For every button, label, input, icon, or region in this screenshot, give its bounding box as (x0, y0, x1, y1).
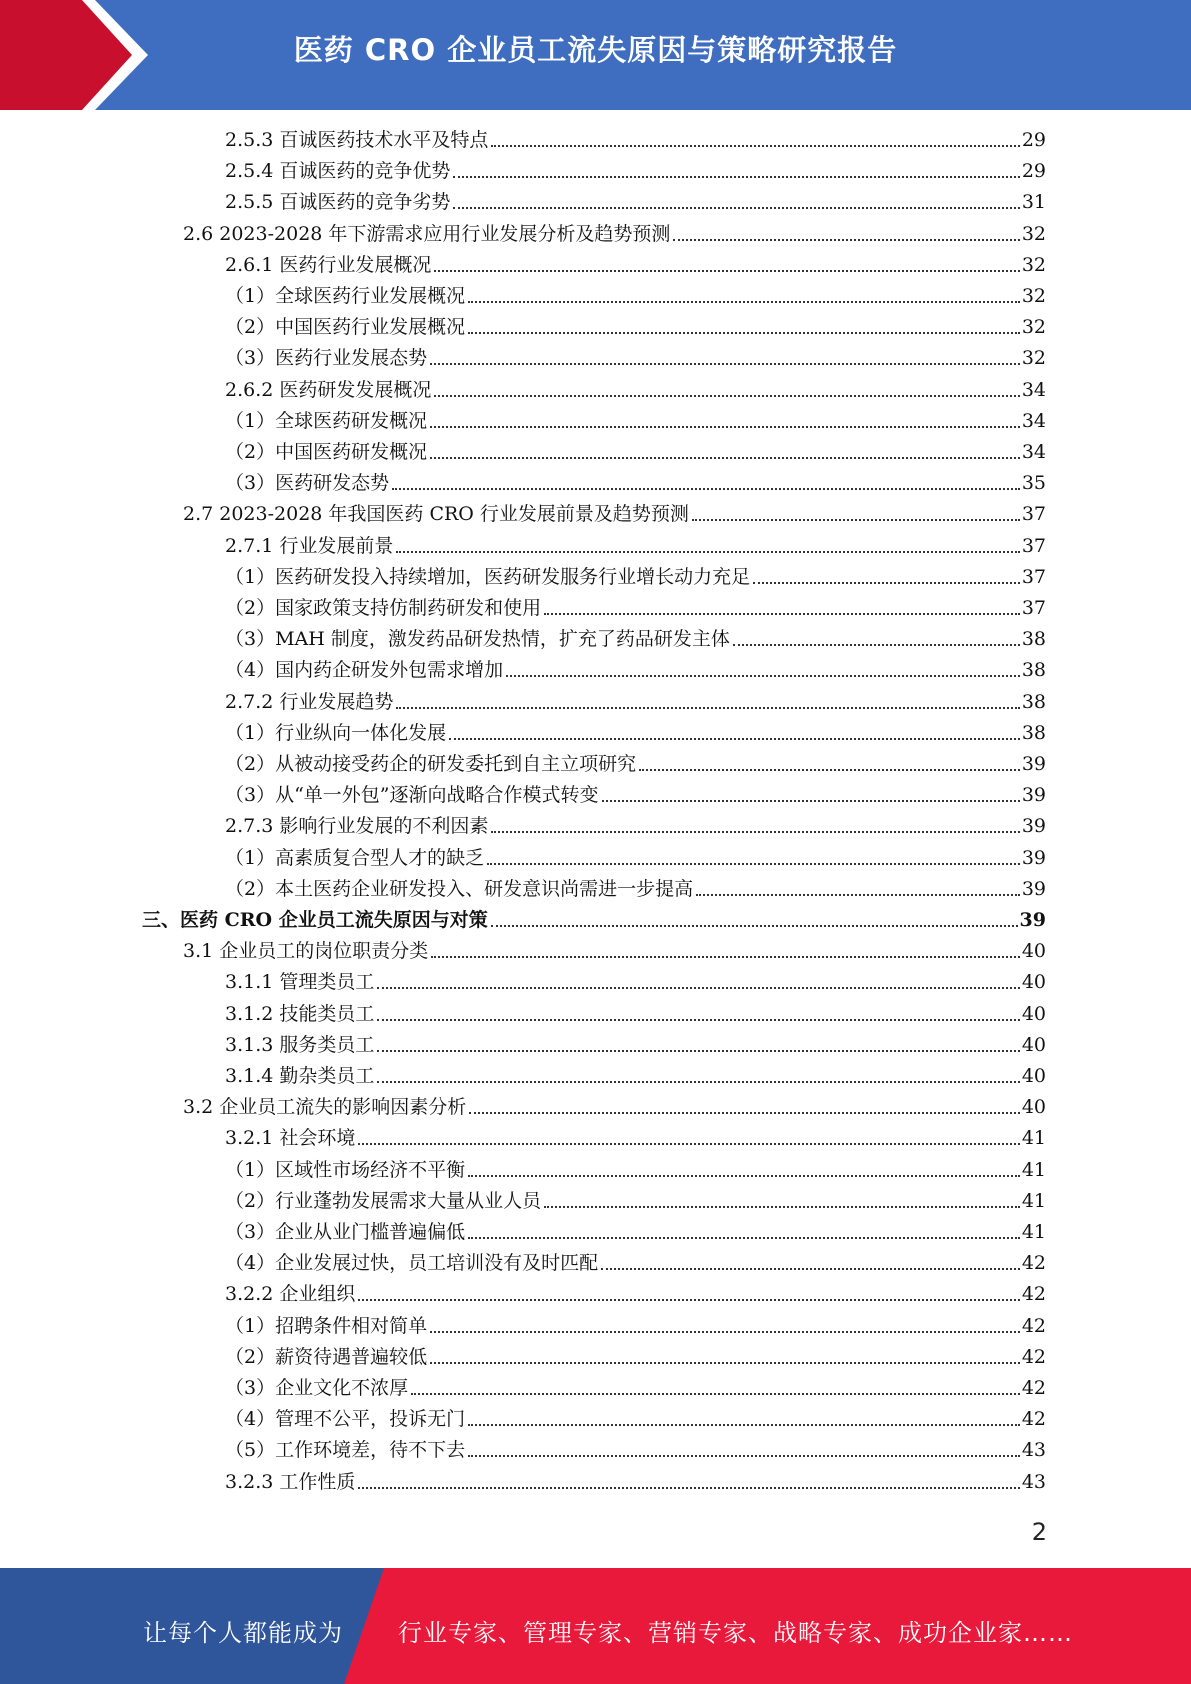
toc-entry[interactable] (225, 376, 1046, 404)
toc-entry[interactable] (225, 1280, 1046, 1308)
toc-entry-page: 34 (1021, 378, 1046, 401)
toc-entry-page: 42 (1021, 1345, 1046, 1368)
toc-entry-page: 32 (1021, 253, 1046, 276)
toc-dot-leader (468, 1175, 1020, 1177)
toc-dot-leader (468, 1237, 1020, 1239)
toc-entry-title: （2）中国医药研发概况 (225, 441, 428, 463)
toc-entry-title: 3.2.3 工作性质 (225, 1470, 356, 1493)
toc-entry-page: 39 (1021, 753, 1046, 775)
toc-entry-title: （2）薪资待遇普遍较低 (225, 1345, 428, 1368)
toc-entry-page: 29 (1021, 160, 1046, 183)
toc-entry-page: 41 (1021, 1158, 1046, 1181)
toc-entry[interactable] (225, 407, 1046, 435)
toc-entry-title: 3.2.1 社会环境 (225, 1127, 356, 1150)
toc-dot-leader (434, 395, 1019, 397)
toc-entry-title: （1）高素质复合型人才的缺乏 (225, 846, 485, 869)
toc-entry-page: 37 (1021, 597, 1046, 619)
toc-entry[interactable] (183, 500, 1046, 528)
toc-dot-leader (377, 1081, 1019, 1083)
toc-dot-leader (468, 301, 1020, 303)
toc-entry[interactable] (183, 1093, 1046, 1121)
toc-dot-leader (377, 1050, 1019, 1052)
toc-entry[interactable] (225, 688, 1046, 716)
toc-entry[interactable] (225, 313, 1046, 341)
toc-entry-title: （2）行业蓬勃发展需求大量从业人员 (225, 1189, 542, 1212)
toc-dot-leader (449, 738, 1020, 740)
toc-entry[interactable] (225, 656, 1046, 684)
toc-entry-title: （4）管理不公平，投诉无门 (225, 1408, 466, 1431)
toc-dot-leader (468, 1455, 1020, 1457)
toc-entry[interactable] (225, 126, 1046, 154)
toc-entry-page: 29 (1021, 129, 1046, 151)
toc-entry-title: （1）行业纵向一体化发展 (225, 721, 447, 744)
toc-dot-leader (453, 207, 1019, 209)
toc-dot-leader (430, 363, 1020, 365)
toc-entry-title: （2）中国医药行业发展概况 (225, 316, 466, 339)
footer-slogan-right: 行业专家、管理专家、营销专家、战略专家、成功企业家…… (398, 1619, 1073, 1647)
toc-entry[interactable] (225, 438, 1046, 466)
toc-entry-title: 2.6.2 医药研发发展概况 (225, 378, 432, 401)
toc-dot-leader (468, 332, 1020, 334)
toc-entry-title: 2.7.1 行业发展前景 (225, 534, 394, 557)
toc-entry-page: 40 (1021, 940, 1046, 963)
toc-entry-title: （1）全球医药行业发展概况 (225, 285, 466, 307)
toc-entry-page: 32 (1021, 316, 1046, 339)
toc-entry[interactable] (225, 719, 1046, 747)
report-title: 医药 CRO 企业员工流失原因与策略研究报告 (293, 33, 898, 67)
toc-entry-title: （1）区域性市场经济不平衡 (225, 1158, 466, 1181)
toc-entry[interactable] (183, 937, 1046, 965)
toc-entry-page: 32 (1021, 347, 1046, 370)
toc-entry-title: （3）医药行业发展态势 (225, 347, 428, 370)
toc-dot-leader (358, 1143, 1019, 1145)
toc-entry-title: （3）医药研发态势 (225, 472, 390, 495)
toc-entry-title: 2.7.3 影响行业发展的不利因素 (225, 815, 489, 838)
toc-dot-leader (491, 831, 1019, 833)
toc-entry-title: （2）国家政策支持仿制药研发和使用 (225, 597, 542, 619)
toc-entry-page: 37 (1021, 565, 1046, 588)
toc-entry[interactable] (225, 1374, 1046, 1402)
toc-entry-page: 42 (1021, 1377, 1046, 1399)
toc-entry-page: 43 (1021, 1439, 1046, 1462)
toc-entry-page: 43 (1021, 1470, 1046, 1493)
toc-entry-title: 3.1.3 服务类员工 (225, 1033, 375, 1056)
toc-dot-leader (430, 457, 1020, 459)
toc-dot-leader (468, 1424, 1020, 1426)
toc-entry-title: 3.1.1 管理类员工 (225, 971, 375, 994)
toc-entry-page: 40 (1021, 1096, 1046, 1119)
toc-dot-leader (431, 956, 1020, 958)
toc-dot-leader (358, 1487, 1019, 1489)
toc-entry-title: 2.7.2 行业发展趋势 (225, 690, 394, 713)
toc-dot-leader (377, 1019, 1019, 1021)
toc-dot-leader (430, 1331, 1020, 1333)
toc-dot-leader (692, 519, 1020, 521)
toc-entry[interactable] (225, 1187, 1046, 1215)
toc-entry[interactable] (225, 875, 1046, 903)
toc-dot-leader (377, 987, 1019, 989)
toc-entry-page: 37 (1021, 503, 1046, 526)
toc-dot-leader (601, 1268, 1020, 1270)
toc-entry-page: 42 (1021, 1408, 1046, 1431)
toc-entry-page: 38 (1021, 628, 1046, 651)
toc-entry-title: 2.5.5 百诚医药的竞争劣势 (225, 191, 451, 214)
toc-entry-page: 41 (1021, 1189, 1046, 1212)
toc-entry-title: （3）MAH 制度，激发药品研发热情，扩充了药品研发主体 (225, 628, 730, 651)
toc-entry[interactable] (225, 1468, 1046, 1496)
toc-entry-title: （1）医药研发投入持续增加，医药研发服务行业增长动力充足 (225, 565, 751, 588)
toc-entry[interactable] (225, 1405, 1046, 1433)
toc-entry-page: 34 (1021, 409, 1046, 432)
toc-entry[interactable] (225, 1062, 1046, 1090)
toc-dot-leader (491, 925, 1018, 927)
toc-entry[interactable] (225, 1249, 1046, 1277)
toc-entry[interactable] (225, 1156, 1046, 1184)
toc-entry-title: 3.2 企业员工流失的影响因素分析 (183, 1096, 467, 1119)
toc-entry-title: （3）从“单一外包”逐渐向战略合作模式转变 (225, 784, 599, 807)
toc-entry-title: （4）企业发展过快，员工培训没有及时匹配 (225, 1252, 599, 1275)
toc-entry-title: 3.1 企业员工的岗位职责分类 (183, 940, 429, 963)
toc-entry-page: 31 (1021, 191, 1046, 214)
toc-entry[interactable] (225, 1436, 1046, 1464)
toc-dot-leader (733, 644, 1020, 646)
toc-dot-leader (434, 270, 1019, 272)
toc-entry[interactable] (225, 188, 1046, 216)
toc-entry-title: （5）工作环境差，待不下去 (225, 1439, 466, 1462)
toc-entry-page: 35 (1021, 472, 1046, 495)
toc-entry[interactable] (225, 750, 1046, 778)
toc-entry-page: 40 (1021, 971, 1046, 994)
toc-entry-page: 40 (1021, 1033, 1046, 1056)
toc-entry-page: 39 (1021, 784, 1046, 807)
toc-entry-page: 39 (1019, 909, 1046, 931)
toc-entry-page: 42 (1021, 1252, 1046, 1275)
toc-entry[interactable] (225, 1312, 1046, 1340)
toc-dot-leader (544, 613, 1020, 615)
page-footer (0, 1568, 1191, 1684)
toc-entry-title: 3.1.4 勤杂类员工 (225, 1065, 375, 1087)
toc-entry[interactable] (225, 532, 1046, 560)
toc-entry-title: （1）招聘条件相对简单 (225, 1314, 428, 1337)
toc-entry[interactable] (225, 344, 1046, 372)
toc-dot-leader (430, 1362, 1020, 1364)
toc-entry[interactable] (225, 812, 1046, 840)
toc-entry-title: 3.2.2 企业组织 (225, 1283, 356, 1306)
toc-entry-title: 2.5.4 百诚医药的竞争优势 (225, 160, 451, 183)
toc-entry[interactable] (225, 1031, 1046, 1059)
toc-dot-leader (396, 551, 1019, 553)
toc-entry-title: （1）全球医药研发概况 (225, 409, 428, 432)
toc-entry-title: 2.5.3 百诚医药技术水平及特点 (225, 129, 489, 151)
toc-entry-title: 2.6.1 医药行业发展概况 (225, 253, 432, 276)
toc-dot-leader (673, 239, 1019, 241)
toc-entry[interactable] (225, 1343, 1046, 1371)
toc-entry[interactable] (225, 968, 1046, 996)
toc-entry[interactable] (225, 625, 1046, 653)
toc-entry-title: （3）企业从业门槛普遍偏低 (225, 1221, 466, 1243)
toc-entry-page: 39 (1021, 877, 1046, 900)
toc-entry-page: 39 (1021, 846, 1046, 869)
toc-entry[interactable] (225, 563, 1046, 591)
toc-dot-leader (491, 145, 1019, 147)
toc-dot-leader (506, 675, 1020, 677)
toc-entry-page: 37 (1021, 534, 1046, 557)
toc-dot-leader (411, 1393, 1020, 1395)
toc-dot-leader (358, 1299, 1019, 1301)
toc-entry-page: 38 (1021, 659, 1046, 682)
toc-entry[interactable] (225, 781, 1046, 809)
page-header (0, 0, 1191, 110)
toc-entry[interactable] (225, 251, 1046, 279)
toc-entry-title: （2）从被动接受药企的研发委托到自主立项研究 (225, 753, 637, 775)
toc-entry-page: 39 (1021, 815, 1046, 838)
toc-entry-page: 38 (1021, 721, 1046, 744)
toc-dot-leader (469, 1112, 1020, 1114)
toc-dot-leader (392, 488, 1020, 490)
toc-dot-leader (639, 769, 1020, 771)
toc-entry-page: 42 (1021, 1283, 1046, 1306)
toc-entry-title: （2）本土医药企业研发投入、研发意识尚需进一步提高 (225, 877, 694, 900)
toc-entry-page: 34 (1021, 441, 1046, 463)
toc-dot-leader (753, 582, 1020, 584)
toc-entry-title: 2.6 2023-2028 年下游需求应用行业发展分析及趋势预测 (183, 222, 671, 245)
toc-entry-page: 40 (1021, 1002, 1046, 1025)
toc-entry[interactable] (225, 282, 1046, 310)
toc-entry[interactable] (225, 594, 1046, 622)
toc-entry[interactable] (225, 157, 1046, 185)
toc-dot-leader (396, 707, 1019, 709)
toc-entry[interactable] (225, 844, 1046, 872)
toc-dot-leader (453, 176, 1019, 178)
toc-entry-title: （4）国内药企研发外包需求增加 (225, 659, 504, 682)
toc-dot-leader (430, 426, 1020, 428)
toc-dot-leader (696, 894, 1020, 896)
toc-entry-page: 38 (1021, 690, 1046, 713)
toc-entry-title: （3）企业文化不浓厚 (225, 1377, 409, 1399)
toc-entry-page: 41 (1021, 1221, 1046, 1243)
footer-slogan-left: 让每个人都能成为 (143, 1619, 343, 1647)
toc-entry-title: 2.7 2023-2028 年我国医药 CRO 行业发展前景及趋势预测 (183, 503, 689, 526)
toc-entry-page: 41 (1021, 1127, 1046, 1150)
page-number: 2 (1031, 1518, 1047, 1546)
toc-entry[interactable] (183, 220, 1046, 248)
toc-entry[interactable] (225, 1000, 1046, 1028)
toc-entry-title: 三、医药 CRO 企业员工流失原因与对策 (142, 909, 488, 931)
toc-entry[interactable] (142, 906, 1046, 934)
toc-entry-title: 3.1.2 技能类员工 (225, 1002, 375, 1025)
toc-entry-page: 42 (1021, 1314, 1046, 1337)
toc-dot-leader (487, 863, 1020, 865)
toc-entry-page: 40 (1021, 1065, 1046, 1087)
toc-dot-leader (544, 1206, 1020, 1208)
toc-dot-leader (602, 800, 1020, 802)
toc-entry[interactable] (225, 469, 1046, 497)
toc-entry[interactable] (225, 1124, 1046, 1152)
toc-entry-page: 32 (1021, 285, 1046, 307)
toc-entry-page: 32 (1021, 222, 1046, 245)
toc-entry[interactable] (225, 1218, 1046, 1246)
